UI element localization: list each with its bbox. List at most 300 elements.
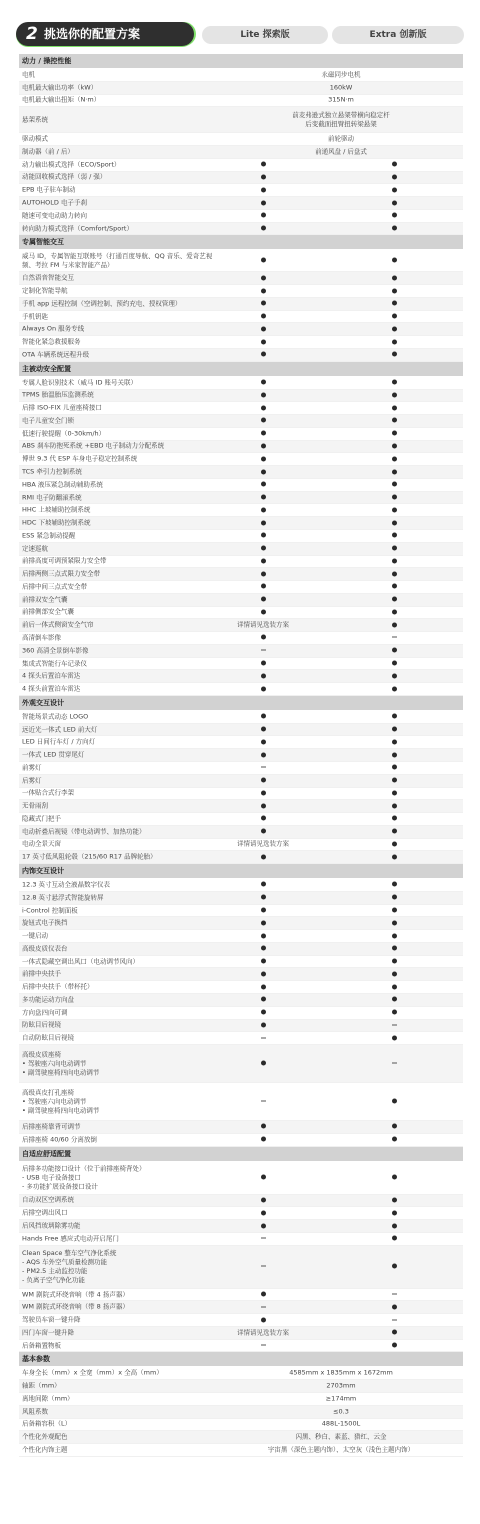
standard-dot-icon [261,584,266,589]
page-title: 挑选你的配置方案 [44,27,141,41]
lite-value [219,1234,307,1243]
spec-label: TCS 牵引力控制系统 [22,467,82,476]
spec-label: 电机最大输出扭矩（N·m） [22,95,101,104]
standard-dot-icon [261,339,266,344]
extra-value [349,957,439,966]
extra-value [349,1303,439,1312]
spec-label: TPMS 胎温胎压监测系统 [22,390,94,399]
spec-row [19,1444,463,1457]
spec-row [19,762,463,775]
standard-dot-icon [261,686,266,691]
extra-value [349,672,439,681]
spec-value: 前轮驱动 [328,134,354,143]
lite-value [219,827,307,836]
lite-value [219,480,307,489]
lite-value [219,995,307,1004]
standard-dot-icon [392,959,397,964]
spec-label: WM 剧院式环绕音响（带 4 扬声器） [22,1290,129,1299]
extra-value [349,995,439,1004]
lite-value [219,544,307,553]
spec-label: 威马 ID，专属智能互联账号（打通百度导航、QQ 音乐、爱奇艺视频、考拉 FM 与米家智能产品） [22,251,213,269]
spec-row [19,311,463,324]
standard-dot-icon [261,933,266,938]
extra-value [349,970,439,979]
lite-value [219,1341,307,1350]
standard-dot-icon [392,213,397,218]
extra-value [349,468,439,477]
standard-dot-icon [261,752,266,757]
extra-value [349,429,439,438]
standard-dot-icon [261,714,266,719]
lite-value [219,391,307,400]
lite-value [219,1316,307,1325]
lite-value [219,672,307,681]
standard-dot-icon [261,635,266,640]
spec-row [19,441,463,454]
standard-dot-icon [261,790,266,795]
lite-value [219,880,307,889]
extra-value [349,224,439,233]
spec-label: AUTOHOLD 电子手刹 [22,198,87,207]
spec-row [19,1314,463,1327]
spec-row [19,1220,463,1233]
standard-dot-icon [261,597,266,602]
lite-value [219,944,307,953]
spec-row [19,272,463,285]
standard-dot-icon [392,1236,397,1241]
extra-value [349,570,439,579]
spec-value: 315N·m [328,95,354,104]
spec-label: 后备箱容积（L） [22,1419,72,1428]
spec-value: 160kW [329,83,353,92]
standard-dot-icon [261,226,266,231]
standard-dot-icon [392,816,397,821]
spec-row [19,581,463,594]
extra-value [349,378,439,387]
lite-value [219,893,307,902]
spec-row [19,133,463,146]
spec-label: 电机 [22,70,35,79]
lite-value [219,199,307,208]
spec-row [19,556,463,569]
standard-dot-icon [261,288,266,293]
spec-label: 4 探头前置泊车雷达 [22,684,81,693]
extra-value [349,287,439,296]
standard-dot-icon [261,1317,266,1322]
extra-value [349,186,439,195]
standard-dot-icon [261,533,266,538]
spec-row [19,670,463,683]
lite-value [219,519,307,528]
spec-row [19,892,463,905]
standard-dot-icon [261,609,266,614]
standard-dot-icon [392,1330,397,1335]
lite-value [219,763,307,772]
spec-label: 后排空调出风口 [22,1208,68,1217]
lite-value [219,160,307,169]
spec-row [19,943,463,956]
extra-value [349,519,439,528]
standard-dot-icon [261,469,266,474]
spec-label: 自动双区空调系统 [22,1195,74,1204]
lite-value [219,1122,307,1131]
standard-dot-icon [261,1197,266,1202]
standard-dot-icon [392,520,397,525]
spec-row [19,543,463,556]
spec-label: 个性化内饰主题 [22,1445,68,1454]
standard-dot-icon [392,597,397,602]
extra-value [349,455,439,464]
standard-dot-icon [392,482,397,487]
spec-label: 一体式隐藏空调出风口（电动调节风向） [22,957,139,966]
lite-value [219,802,307,811]
not-available-dash-icon [261,1238,266,1239]
extra-value [349,738,439,747]
extra-value [349,1196,439,1205]
spec-row [19,95,463,108]
spec-value: 宇宙黑（深色主题内饰）、太空灰（浅色主题内饰） [267,1445,415,1454]
spec-row [19,479,463,492]
standard-dot-icon [261,1061,266,1066]
extra-value [349,391,439,400]
standard-dot-icon [261,1210,266,1215]
spec-row [19,1340,463,1353]
spec-row [19,905,463,918]
lite-value [219,919,307,928]
spec-label: WM 剧院式环绕音响（带 8 扬声器） [22,1302,129,1311]
standard-dot-icon [261,507,266,512]
standard-dot-icon [261,854,266,859]
not-available-dash-icon [261,1101,266,1102]
standard-dot-icon [392,288,397,293]
spec-label: OTA 车辆系统远程升级 [22,350,90,359]
spec-label: 车身全长（mm）x 全宽（mm）x 全高（mm） [22,1368,163,1377]
section-header: 基本参数 [19,1352,463,1367]
standard-dot-icon [261,920,266,925]
lite-value: 详情请见选装方案 [237,839,289,848]
spec-label: 12.8 英寸悬浮式智能旋转屏 [22,893,104,902]
extra-value [349,1328,439,1337]
spec-label: HBA 液压紧急制动辅助系统 [22,480,103,489]
standard-dot-icon [261,275,266,280]
spec-row [19,223,463,236]
spec-row [19,1207,463,1220]
spec-label: 专属人脸识别技术（威马 ID 账号关联） [22,378,138,387]
not-available-dash-icon [261,650,266,651]
spec-row [19,749,463,762]
lite-value [219,1059,307,1068]
lite-value [219,256,307,265]
lite-value [219,442,307,451]
lite-value: 详情请见选装方案 [237,620,289,629]
spec-label: 隐藏式门把手 [22,814,61,823]
spec-label: 智能场景式动态 LOGO [22,712,89,721]
lite-value [219,1222,307,1231]
lite-value [219,608,307,617]
extra-value [349,1173,439,1182]
standard-dot-icon [261,546,266,551]
spec-row [19,197,463,210]
lite-value [219,957,307,966]
spec-label: 智能化紧急救援服务 [22,337,81,346]
standard-dot-icon [392,971,397,976]
spec-label: 高清倒车影像 [22,633,61,642]
extra-value [349,506,439,515]
standard-dot-icon [261,997,266,1002]
standard-dot-icon [392,326,397,331]
lite-value [219,814,307,823]
extra-value [349,725,439,734]
spec-label: 随速可变电动助力转向 [22,211,87,220]
spec-label: 驾驶员车窗一键升降 [22,1315,81,1324]
standard-dot-icon [392,495,397,500]
spec-row [19,107,463,133]
standard-dot-icon [392,1343,397,1348]
lite-value [219,531,307,540]
spec-label: 电动全景天窗 [22,839,61,848]
spec-row [19,466,463,479]
lite-value [219,1021,307,1030]
section-header: 内饰交互设计 [19,864,463,879]
standard-dot-icon [392,469,397,474]
standard-dot-icon [392,1035,397,1040]
spec-label: 风阻系数 [22,1407,48,1416]
standard-dot-icon [392,1010,397,1015]
spec-label: 360 高清全景倒车影像 [22,646,89,655]
standard-dot-icon [261,326,266,331]
standard-dot-icon [392,275,397,280]
lite-value [219,416,307,425]
standard-dot-icon [392,739,397,744]
lite-value [219,1209,307,1218]
standard-dot-icon [261,946,266,951]
spec-row [19,1007,463,1020]
lite-value: 详情请见选装方案 [237,1328,289,1337]
spec-row [19,517,463,530]
spec-row [19,1134,463,1147]
extra-value [349,1290,439,1299]
extra-value [349,685,439,694]
spec-label: 动能回收模式选择（弱 / 强） [22,172,107,181]
standard-dot-icon [392,533,397,538]
lite-value [219,1008,307,1017]
lite-value [219,506,307,515]
spec-label: 前后一体式侧窗安全气帘 [22,620,94,629]
extra-value [349,416,439,425]
extra-value [349,1222,439,1231]
extra-value [349,544,439,553]
section-number: 2 [26,24,38,44]
extra-value [349,1034,439,1043]
spec-row [19,428,463,441]
lite-value [219,932,307,941]
extra-value [349,853,439,862]
standard-dot-icon [392,187,397,192]
standard-dot-icon [261,959,266,964]
standard-dot-icon [392,1124,397,1129]
lite-value [219,186,307,195]
standard-dot-icon [392,854,397,859]
spec-label: RMI 电子防翻滚系统 [22,493,82,502]
standard-dot-icon [392,584,397,589]
spec-label: 轴距（mm） [22,1381,61,1390]
extra-value [349,827,439,836]
lite-value [219,378,307,387]
lite-value [219,725,307,734]
lite-value [219,685,307,694]
spec-value: 永磁同步电机 [321,70,361,79]
lite-value [219,983,307,992]
lite-value [219,906,307,915]
extra-value [349,893,439,902]
not-available-dash-icon [392,1319,397,1320]
spec-row [19,994,463,1007]
lite-value [219,287,307,296]
standard-dot-icon [392,258,397,263]
spec-label: 自然语音智能交互 [22,273,74,282]
spec-label: ESS 紧急制动提醒 [22,531,76,540]
spec-label: 后排两侧三点式限力安全带 [22,569,100,578]
extra-value [349,480,439,489]
standard-dot-icon [261,778,266,783]
standard-dot-icon [261,258,266,263]
not-available-dash-icon [392,1063,397,1064]
lite-value [219,570,307,579]
lite-value [219,1290,307,1299]
standard-dot-icon [392,1099,397,1104]
spec-label: 后备箱置物板 [22,1341,61,1350]
spec-label: 旋钮式电子换挡 [22,918,68,927]
spec-label: 前排高度可调预紧限力安全带 [22,556,107,565]
standard-dot-icon [261,456,266,461]
spec-row [19,69,463,82]
section-header: 主被动安全配置 [19,362,463,377]
extra-value [349,983,439,992]
extra-value [349,944,439,953]
lite-value [219,429,307,438]
spec-row [19,504,463,517]
spec-label: 转向助力模式选择（Comfort/Sport） [22,224,133,233]
lite-value [219,312,307,321]
extra-value [349,582,439,591]
standard-dot-icon [392,946,397,951]
extra-value [349,1209,439,1218]
section-header: 动力 / 操控性能 [19,54,463,69]
spec-label: Hands Free 感应式电动开启尾门 [22,1234,119,1243]
spec-label: 远近光一体式 LED 前大灯 [22,725,98,734]
spec-label: 一体式 LED 贯穿尾灯 [22,750,85,759]
standard-dot-icon [261,431,266,436]
spec-label: 高级皮质座椅 • 驾驶座六向电动调节 • 副驾驶座椅四向电动调节 [22,1050,100,1077]
spec-row [19,492,463,505]
spec-row [19,956,463,969]
spec-label: 一键启动 [22,931,48,940]
spec-row [19,1393,463,1406]
lite-value [219,853,307,862]
spec-label: 后排中间三点式安全带 [22,582,87,591]
standard-dot-icon [392,339,397,344]
extra-value [349,1262,439,1271]
extra-value [349,160,439,169]
standard-dot-icon [392,1304,397,1309]
extra-value [349,1341,439,1350]
spec-table [19,54,463,1457]
spec-row [19,1327,463,1340]
lite-value [219,595,307,604]
lite-value [219,970,307,979]
extra-value [349,814,439,823]
spec-label: 悬架系统 [22,115,48,124]
spec-row [19,82,463,95]
spec-row [19,250,463,272]
standard-dot-icon [392,380,397,385]
standard-dot-icon [392,920,397,925]
standard-dot-icon [392,895,397,900]
standard-dot-icon [392,984,397,989]
spec-row [19,879,463,892]
standard-dot-icon [261,520,266,525]
extra-value [349,751,439,760]
extra-value [349,1316,439,1325]
lite-value [219,1196,307,1205]
spec-row [19,453,463,466]
spec-label: 后雾灯 [22,776,42,785]
spec-label: 后排中央扶手（带杯托） [22,982,94,991]
extra-value [349,633,439,642]
spec-label: 电机最大输出功率（kW） [22,83,98,92]
standard-dot-icon [261,895,266,900]
standard-dot-icon [392,908,397,913]
standard-dot-icon [261,1292,266,1297]
extra-value [349,199,439,208]
spec-label: 定制化智能导航 [22,286,68,295]
spec-row [19,402,463,415]
spec-label: 定速巡航 [22,544,48,553]
lite-value [219,1262,307,1271]
spec-row [19,607,463,620]
extra-value [349,659,439,668]
lite-value [219,325,307,334]
lite-value [219,1034,307,1043]
extra-value [349,1097,439,1106]
standard-dot-icon [261,200,266,205]
spec-value: 2703mm [326,1381,356,1390]
lite-value [219,299,307,308]
extra-value [349,880,439,889]
spec-label: 后排座椅靠背可调节 [22,1122,81,1131]
lite-value [219,211,307,220]
lite-value [219,404,307,413]
header [16,22,464,46]
extra-value [349,274,439,283]
not-available-dash-icon [261,1306,266,1307]
spec-label: 方向盘四向可调 [22,1008,68,1017]
spec-row [19,1162,463,1195]
extra-value [349,712,439,721]
spec-label: 电动折叠后视镜（带电动调节、加热功能） [22,827,146,836]
section-header: 自适应舒适配置 [19,1147,463,1162]
spec-label: 防眩目后视镜 [22,1020,61,1029]
spec-label: 前排侧部安全气囊 [22,607,74,616]
spec-row [19,594,463,607]
extra-value [349,325,439,334]
standard-dot-icon [392,622,397,627]
spec-row [19,1233,463,1246]
spec-label: 后排 ISO-FIX 儿童座椅接口 [22,403,102,412]
spec-label: 前雾灯 [22,763,42,772]
standard-dot-icon [261,495,266,500]
spec-row [19,711,463,724]
